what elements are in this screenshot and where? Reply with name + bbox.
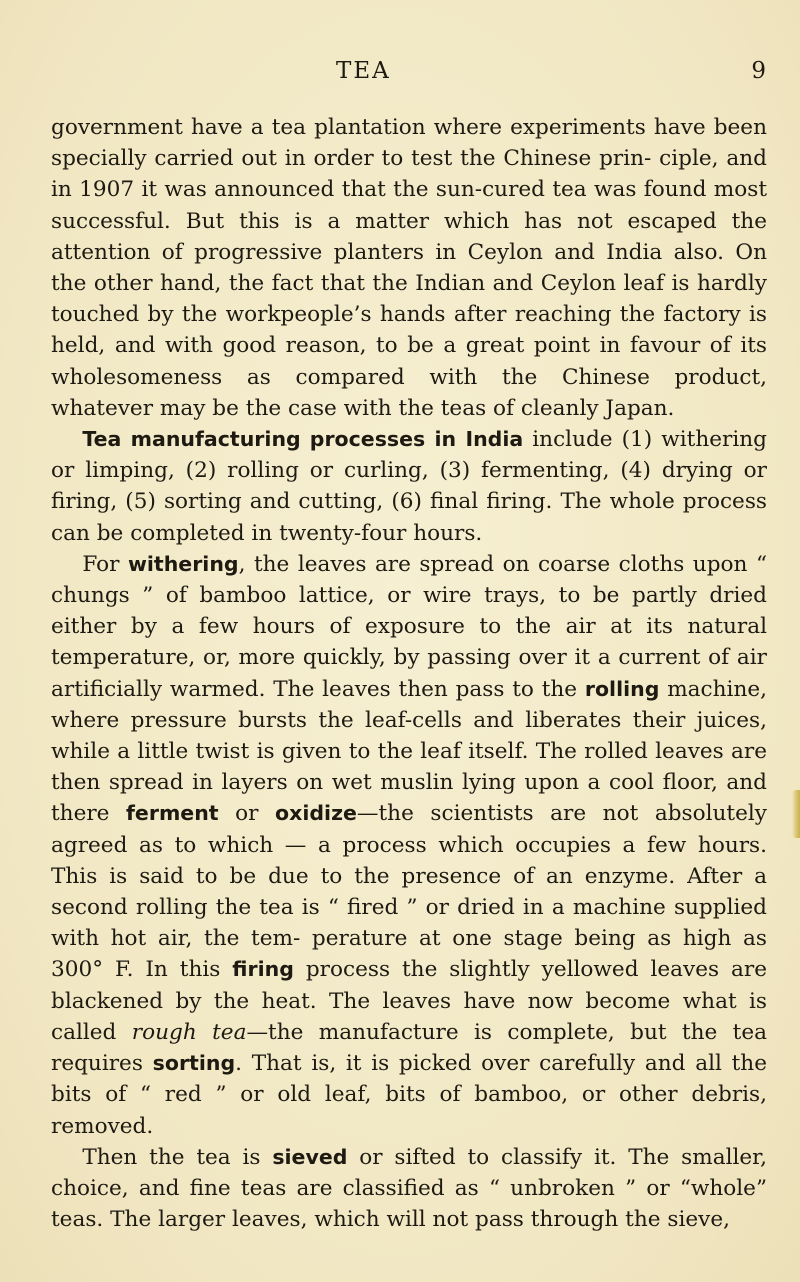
term-ferment: ferment bbox=[126, 801, 219, 826]
term-sorting: sorting bbox=[152, 1051, 236, 1076]
paragraph-3 bbox=[51, 549, 767, 1142]
paragraph-4 bbox=[51, 1142, 767, 1236]
term-rolling: rolling bbox=[584, 676, 660, 701]
paragraph-2-term-processes: processes in India bbox=[309, 427, 524, 452]
term-rough-tea: rough tea bbox=[131, 1019, 247, 1045]
running-title: TEA bbox=[336, 58, 391, 84]
paragraph-3-text-3: machine, where pressure bursts the leaf-cells and liberates their juices, while a little twist is given to the leaf itself. The rolled leaves are then spread in layers on wet muslin lying upon a cool floor, and there bbox=[51, 676, 767, 827]
term-withering: withering bbox=[127, 551, 239, 576]
paragraph-4-text-2: or sifted to classify it. The smaller, choice, and fine teas are classified as “ unbroken ” or “whole” teas. The larger leaves, which will not pass through the sieve, bbox=[51, 1144, 767, 1233]
paragraph-3-text-1: For bbox=[82, 551, 128, 577]
paragraph-3-text-5: —the scientists are not absolutely agreed as to which — a process which occupies a few hours. This is said to be due to the presence of an enzyme. After a second rolling the tea is “ fired ” or dried in a machine supplied with hot air, the tem- perature at one stage being as high as 300° F. In this bbox=[51, 801, 767, 983]
page-edge-tab bbox=[792, 790, 800, 838]
paragraph-2-term-manufacturing: Tea manufacturing bbox=[82, 427, 301, 452]
term-sieved: sieved bbox=[272, 1144, 348, 1169]
paragraph-3-text-8: . That is, it is picked over carefully and all the bits of “ red ” or old leaf, bits of bamboo, or other debris, removed. bbox=[51, 1051, 767, 1139]
paragraph-1-text: government have a tea plantation where experiments have been specially carried out in order to test the Chinese prin- ciple, and in 1907 it was announced that the sun-cured tea was found most successful. But this is a matter which has not escaped the attention of progressive planters in Ceylon and India also. On the other hand, the fact that the Indian and Ceylon leaf is hardly touched by the workpeople’s hands after reaching the factory is held, and with good reason, to be a great point in favour of its wholesomeness as compared with the Chinese product, whatever may be the case with the teas of cleanly Japan. bbox=[51, 115, 767, 421]
term-firing: firing bbox=[232, 957, 294, 982]
paragraph-1 bbox=[51, 112, 767, 424]
paragraph-2 bbox=[51, 424, 767, 549]
paragraph-3-text-2: , the leaves are spread on coarse cloths upon “ chungs ” of bamboo lattice, or wire trays, to be partly dried either by a few hours of exposure to the air at its natural temperature, or, more quickly, by passing over it a current of air artificially warmed. The leaves then pass to the bbox=[51, 551, 767, 702]
paragraph-3-text-7: —the manufacture is complete, but the tea requires bbox=[51, 1019, 768, 1077]
body-text bbox=[51, 112, 767, 1235]
page-header bbox=[336, 58, 768, 92]
paragraph-3-text-6: process the slightly yellowed leaves are blackened by the heat. The leaves have now become what is called bbox=[51, 957, 768, 1045]
term-oxidize: oxidize bbox=[275, 801, 357, 826]
paragraph-3-text-4: or bbox=[218, 801, 276, 827]
page-number: 9 bbox=[751, 58, 768, 84]
paragraph-2-text: include (1) withering or limping, (2) rolling or curling, (3) fermenting, (4) drying or firing, (5) sorting and cutting, (6) final firing. The whole process can be completed in twenty-four hours. bbox=[51, 427, 767, 546]
paragraph-4-text-1: Then the tea is bbox=[82, 1144, 273, 1170]
paragraph-2-space bbox=[301, 427, 310, 452]
